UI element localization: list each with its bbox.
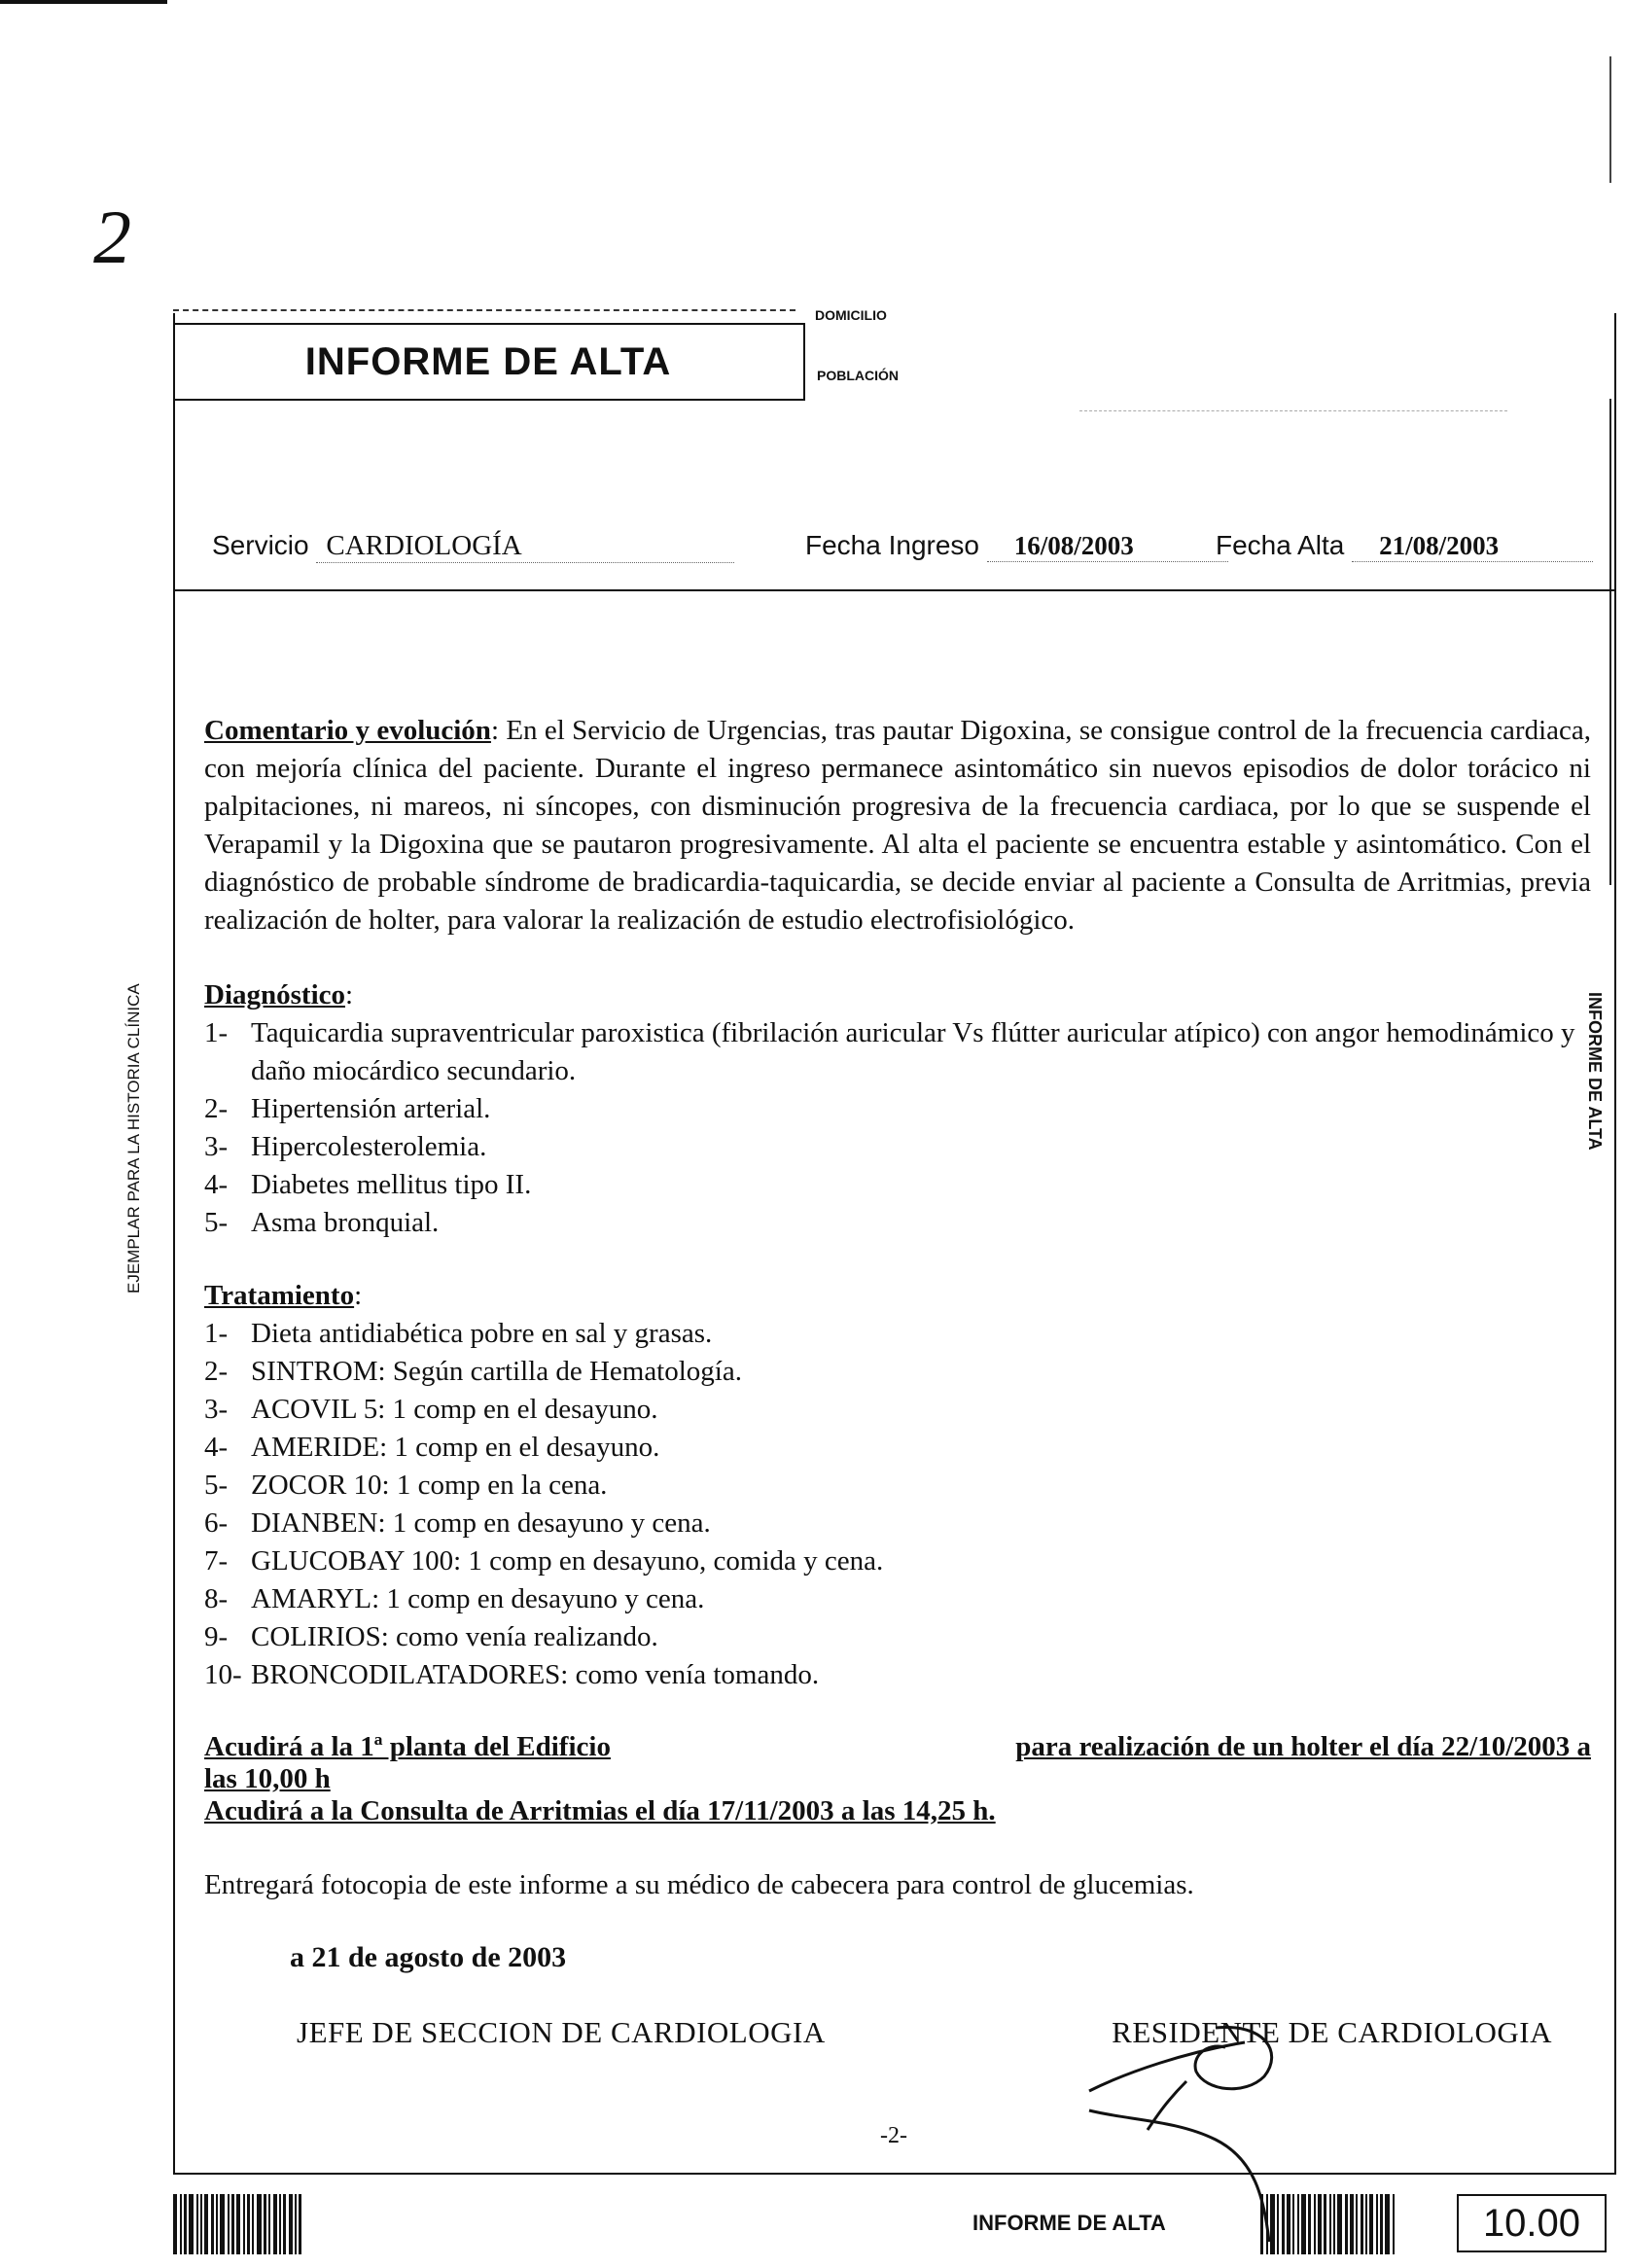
barcode-bar xyxy=(273,2194,277,2254)
barcode-bar xyxy=(1282,2194,1285,2254)
diagnostico-item-text: Taquicardia supraventricular paroxistica (fibrilación auricular Vs flútter auricular atípico) con angor hemodinámico y daño miocárdico secundario. xyxy=(251,1017,1575,1086)
barcode-bar xyxy=(1345,2194,1348,2254)
barcode-bar xyxy=(1333,2194,1335,2254)
tratamiento-item-number: 9- xyxy=(204,1621,229,1652)
right-edge-line xyxy=(1609,56,1611,183)
tratamiento-item xyxy=(204,1656,1591,1694)
diagnostico-item-number: 2- xyxy=(204,1093,229,1124)
tratamiento-item-number: 2- xyxy=(204,1356,229,1387)
comentario-text: : En el Servicio de Urgencias, tras pautar Digoxina, se consigue control de la frecuencia cardiaca, con mejoría clínica del paciente. Durante el ingreso permanece asintomático sin nuevos episodios de dolor torácico ni palpitaciones, ni mareos, ni síncopes, con disminución progresiva de la frecuencia cardiaca, por lo que se suspende el Verapamil y la Digoxina que se pautaron progresivamente. Al alta el paciente se encuentra estable y asintomático. Con el diagnóstico de probable síndrome de bradicardia-taquicardia, se decide enviar al paciente a Consulta de Arritmias, previa realización de holter, para valorar la realización de estudio electrofisiológico. xyxy=(204,715,1591,936)
footer-code-box xyxy=(1457,2194,1607,2252)
barcode-bar xyxy=(1308,2194,1311,2254)
barcode-bar xyxy=(1365,2194,1367,2254)
tratamiento-item xyxy=(204,1467,1591,1505)
tratamiento-item-text: ACOVIL 5: 1 comp en el desayuno. xyxy=(251,1394,658,1425)
barcode-bar xyxy=(204,2194,208,2254)
barcode-bar xyxy=(189,2194,194,2254)
cita-holter-a: Acudirá a la 1ª planta del Edificio xyxy=(204,1731,611,1762)
barcode-bar xyxy=(279,2194,281,2254)
cita-holter-b: para realización de un holter el día 22/10/2003 a xyxy=(1015,1731,1591,1762)
handwritten-page-marker: 2 xyxy=(93,195,131,279)
barcode-bar xyxy=(1314,2194,1316,2254)
barcode-bar xyxy=(299,2194,301,2254)
barcode-bar xyxy=(264,2194,266,2254)
poblacion-label: POBLACIÓN xyxy=(817,368,899,383)
tratamiento-list xyxy=(204,1315,1591,1694)
frame-top-dashed xyxy=(173,309,795,311)
tratamiento-heading: Tratamiento xyxy=(204,1280,355,1311)
diagnostico-heading: Diagnóstico xyxy=(204,979,345,1010)
barcode-bar xyxy=(1318,2194,1322,2254)
barcode-bar xyxy=(268,2194,270,2254)
barcode-bar xyxy=(289,2194,293,2254)
barcode-bar xyxy=(220,2194,225,2254)
barcode-bar xyxy=(211,2194,214,2254)
diagnostico-item-text: Asma bronquial. xyxy=(251,1207,440,1238)
comentario-heading: Comentario y evolución xyxy=(204,715,491,746)
barcode-bar xyxy=(1301,2194,1306,2254)
barcode-bar xyxy=(1337,2194,1342,2254)
tratamiento-heading-row: Tratamiento: xyxy=(204,1280,363,1311)
diagnostico-heading-row: Diagnóstico: xyxy=(204,979,354,1010)
tratamiento-item-number: 1- xyxy=(204,1318,229,1349)
barcode-bar xyxy=(247,2194,250,2254)
service-row xyxy=(212,530,734,563)
tratamiento-item-text: Dieta antidiabética pobre en sal y grasas. xyxy=(251,1318,713,1349)
barcode-bar xyxy=(231,2194,234,2254)
tratamiento-item-text: BRONCODILATADORES: como venía tomando. xyxy=(251,1659,820,1690)
barcode-bar xyxy=(1361,2194,1363,2254)
diagnostico-item-text: Diabetes mellitus tipo II. xyxy=(251,1169,532,1200)
tratamiento-item-text: SINTROM: Según cartilla de Hematología. xyxy=(251,1356,742,1387)
cita-arritmias: Acudirá a la Consulta de Arritmias el día 17/11/2003 a las 14,25 h. xyxy=(204,1795,996,1826)
barcode-bar xyxy=(1329,2194,1331,2254)
fecha-alta xyxy=(1216,530,1593,562)
barcode-bar xyxy=(1287,2194,1290,2254)
diagnostico-item xyxy=(204,1166,1591,1204)
barcode-bar xyxy=(1277,2194,1279,2254)
diagnostico-item xyxy=(204,1204,1591,1242)
tratamiento-section xyxy=(204,1277,1591,1694)
tratamiento-item-number: 6- xyxy=(204,1507,229,1539)
firma-jefe: JEFE DE SECCION DE CARDIOLOGIA xyxy=(297,2015,826,2049)
report-body xyxy=(204,712,1591,2050)
barcode-bar xyxy=(1369,2194,1373,2254)
fecha-ingreso xyxy=(805,530,1228,562)
poblacion-dashes xyxy=(1079,410,1507,411)
barcode-bar xyxy=(1292,2194,1294,2254)
barcode-bar xyxy=(1270,2194,1275,2254)
barcode-bar xyxy=(200,2194,202,2254)
tratamiento-item xyxy=(204,1315,1591,1353)
barcode-bar xyxy=(1260,2194,1263,2254)
report-title: INFORME DE ALTA xyxy=(304,339,672,383)
side-label-right: INFORME DE ALTA xyxy=(1585,992,1605,1151)
footer-code: 10.00 xyxy=(1482,2201,1581,2245)
diagnostico-section xyxy=(204,976,1591,1242)
barcode-bar xyxy=(1385,2194,1390,2254)
barcode-bar xyxy=(1376,2194,1378,2254)
diagnostico-item-number: 4- xyxy=(204,1169,229,1200)
tratamiento-item xyxy=(204,1391,1591,1429)
barcode-bar xyxy=(216,2194,218,2254)
tratamiento-item xyxy=(204,1505,1591,1542)
domicilio-label: DOMICILIO xyxy=(815,307,887,323)
tratamiento-item-number: 8- xyxy=(204,1583,229,1614)
tratamiento-item-number: 5- xyxy=(204,1470,229,1501)
tratamiento-item-number: 7- xyxy=(204,1545,229,1577)
tratamiento-item xyxy=(204,1353,1591,1391)
diagnostico-item-text: Hipercolesterolemia. xyxy=(251,1131,487,1162)
side-label-left: EJEMPLAR PARA LA HISTORIA CLÍNICA xyxy=(124,983,143,1293)
diagnostico-item-number: 1- xyxy=(204,1017,229,1048)
title-box xyxy=(173,323,805,401)
tratamiento-item-text: AMARYL: 1 comp en desayuno y cena. xyxy=(251,1583,705,1614)
barcode-bar xyxy=(1393,2194,1395,2254)
top-edge-mark xyxy=(0,0,167,4)
barcode-bar xyxy=(173,2194,177,2254)
fecha-alta-label: Fecha Alta xyxy=(1216,530,1345,560)
servicio-value: CARDIOLOGÍA xyxy=(316,530,734,563)
tratamiento-item-text: GLUCOBAY 100: 1 comp en desayuno, comida y cena. xyxy=(251,1545,884,1577)
page-number: -2- xyxy=(880,2123,907,2148)
barcode-bar xyxy=(236,2194,240,2254)
tratamiento-item xyxy=(204,1542,1591,1580)
tratamiento-item xyxy=(204,1618,1591,1656)
tratamiento-item-text: ZOCOR 10: 1 comp en la cena. xyxy=(251,1470,608,1501)
header-separator xyxy=(173,589,1614,591)
firmas-row xyxy=(204,2015,1591,2050)
fecha-ingreso-value: 16/08/2003 xyxy=(987,531,1228,562)
barcode-bar xyxy=(180,2194,182,2254)
cita-holter-row xyxy=(204,1731,1591,1763)
cita-holter-hora: las 10,00 h xyxy=(204,1763,331,1794)
diagnostico-item-number: 5- xyxy=(204,1207,229,1238)
tratamiento-item-number: 10- xyxy=(204,1659,242,1690)
barcode-bar xyxy=(1297,2194,1299,2254)
firma-residente: RESIDENTE DE CARDIOLOGIA xyxy=(1112,2015,1552,2049)
diagnostico-item-text: Hipertensión arterial. xyxy=(251,1093,491,1124)
barcode-bar xyxy=(252,2194,254,2254)
barcode-bar xyxy=(196,2194,198,2254)
diagnostico-item xyxy=(204,1090,1591,1128)
tratamiento-item-text: COLIRIOS: como venía realizando. xyxy=(251,1621,658,1652)
footer-label: INFORME DE ALTA xyxy=(972,2211,1166,2235)
tratamiento-item-text: AMERIDE: 1 comp en el desayuno. xyxy=(251,1432,660,1463)
tratamiento-item-number: 4- xyxy=(204,1432,229,1463)
barcode-bar xyxy=(184,2194,187,2254)
barcode-bar xyxy=(283,2194,286,2254)
comentario-section xyxy=(204,712,1591,939)
citas-section xyxy=(204,1731,1591,1827)
barcode-bar xyxy=(1324,2194,1326,2254)
diagnostico-item-number: 3- xyxy=(204,1131,229,1162)
servicio-label: Servicio xyxy=(212,530,309,560)
barcode-bar xyxy=(1356,2194,1358,2254)
fecha-firma: a 21 de agosto de 2003 xyxy=(290,1941,567,1973)
tratamiento-item xyxy=(204,1580,1591,1618)
tratamiento-item-number: 3- xyxy=(204,1394,229,1425)
barcode-bar xyxy=(1350,2194,1354,2254)
barcode-left xyxy=(173,2194,304,2254)
barcode-bar xyxy=(257,2194,262,2254)
barcode-bar xyxy=(228,2194,230,2254)
tratamiento-item xyxy=(204,1429,1591,1467)
fecha-alta-value: 21/08/2003 xyxy=(1352,531,1593,562)
diagnostico-item xyxy=(204,1014,1591,1090)
barcode-right xyxy=(1260,2194,1396,2254)
diagnostico-list xyxy=(204,1014,1591,1242)
nota-medico: Entregará fotocopia de este informe a su médico de cabecera para control de glucemias. xyxy=(204,1869,1194,1900)
fecha-ingreso-label: Fecha Ingreso xyxy=(805,530,979,560)
barcode-bar xyxy=(1266,2194,1268,2254)
diagnostico-item xyxy=(204,1128,1591,1166)
barcode-bar xyxy=(295,2194,297,2254)
tratamiento-item-text: DIANBEN: 1 comp en desayuno y cena. xyxy=(251,1507,711,1539)
barcode-bar xyxy=(1380,2194,1383,2254)
barcode-bar xyxy=(243,2194,245,2254)
